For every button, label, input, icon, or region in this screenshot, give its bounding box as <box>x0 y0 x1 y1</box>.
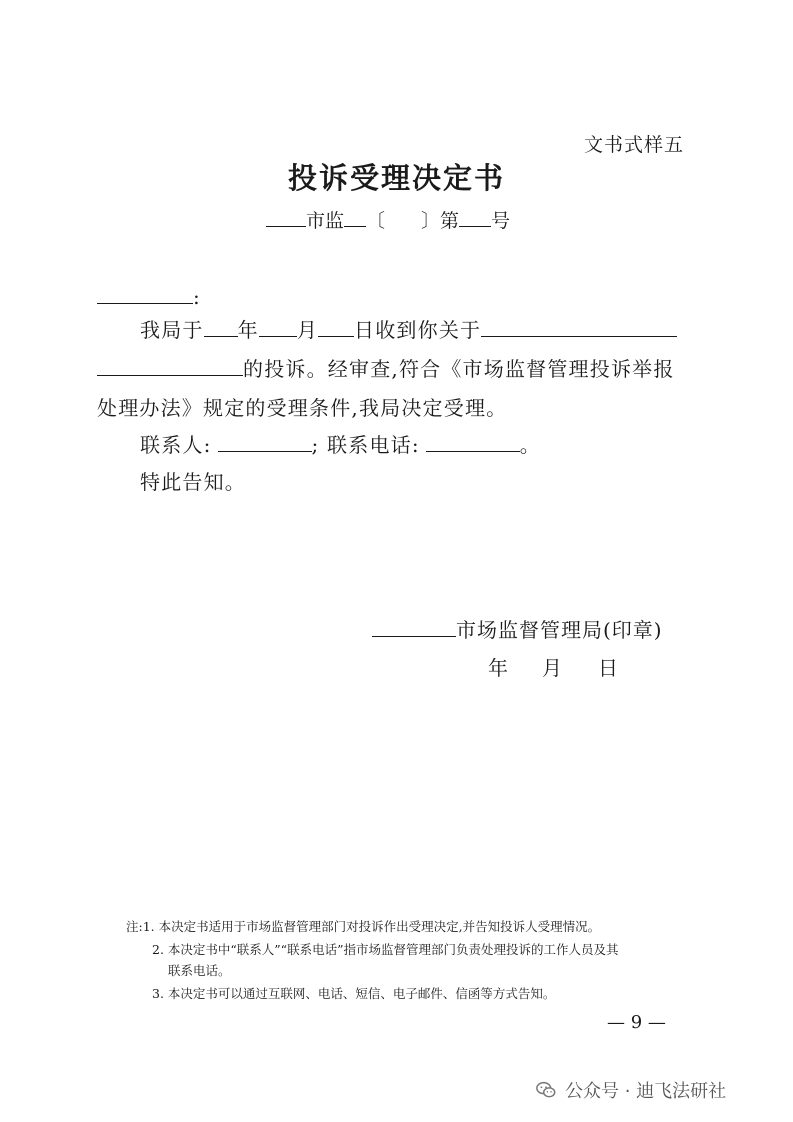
addressee-line: : <box>97 281 201 309</box>
wechat-icon <box>535 1079 557 1101</box>
blank-region <box>372 614 456 637</box>
sample-label: 文书式样五 <box>584 134 685 156</box>
note-1: 注:1. 本决定书适用于市场监督管理部门对投诉作出受理决定,并告知投诉人受理情况。 <box>126 919 601 934</box>
signature-line <box>372 614 663 643</box>
blank-prefix <box>266 204 306 227</box>
contact-line: 联系人: ; 联系电话: 。 <box>140 429 541 458</box>
blank-subject <box>481 314 677 337</box>
blank-month <box>259 314 297 337</box>
signature-org: 市场监督管理局(印章) <box>456 618 663 642</box>
body-line-3: 处理办法》规定的受理条件,我局决定受理。 <box>97 396 508 420</box>
blank-bureau <box>344 204 366 227</box>
signature-date: 年 月 日 <box>488 656 618 680</box>
note-2-cont: 联系电话。 <box>168 963 231 978</box>
blank-serial <box>459 204 491 227</box>
note-2: 2. 本决定书中“联系人”“联系电话”指市场监督管理部门负责处理投诉的工作人员及其 <box>152 942 619 957</box>
watermark <box>535 1077 726 1103</box>
bracket-close: 〕第 <box>421 210 460 232</box>
bracket-open: 〔 <box>366 210 386 232</box>
blank-contact-person <box>218 429 312 452</box>
body-line-1: 我局于 年 月 日收到你关于 <box>140 314 677 343</box>
document-title: 投诉受理决定书 <box>287 161 505 195</box>
watermark-text: 公众号 · 迪飞法研社 <box>565 1081 727 1102</box>
blank-year <box>204 314 238 337</box>
page-number: — 9 — <box>607 1012 666 1033</box>
doc-number-part3: 号 <box>491 210 511 232</box>
document-number <box>266 204 510 233</box>
blank-subject-cont <box>97 353 243 376</box>
blank-day <box>318 314 354 337</box>
body-line-2: 的投诉。经审查,符合《市场监督管理投诉举报 <box>97 353 675 382</box>
doc-number-part1: 市监 <box>306 210 345 232</box>
blank-contact-phone <box>426 429 520 452</box>
blank-addressee <box>97 281 193 304</box>
closing-line: 特此告知。 <box>140 470 246 494</box>
note-3: 3. 本决定书可以通过互联网、电话、短信、电子邮件、信函等方式告知。 <box>152 986 556 1001</box>
